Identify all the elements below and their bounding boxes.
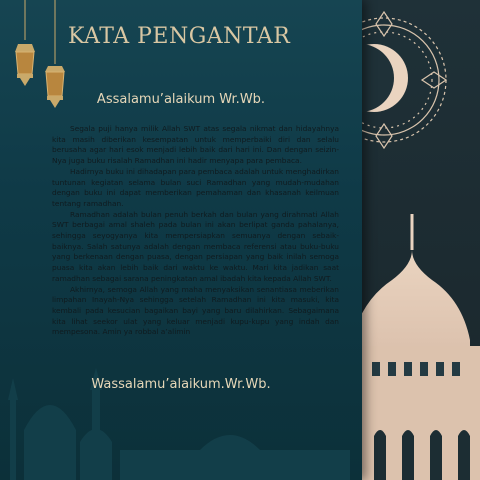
mosque-dome-icon <box>362 0 480 480</box>
paragraph: Segala puji hanya milik Allah SWT atas segala nikmat dan hidayahnya kita masih diberikan kesempatan untuk memperbaiki diri dan selalu berusaha agar hari esok menjadi lebih baik dari hari ini. Dan dengan seizin-Nya juga buku risalah Ramadhan ini hadir menyapa para pembaca. <box>52 124 339 166</box>
page-title: KATA PENGANTAR <box>68 24 291 49</box>
paragraph: Hadirnya buku ini dihadapan para pembaca adalah untuk menghadirkan tuntunan kegiatan selama bulan suci Ramadhan yang mudah-mudahan dengan buku ini dapat memberikan pemahaman dan khasanah keilmuan tentang ramadhan. <box>52 166 339 208</box>
paragraph: Akhirnya, semoga Allah yang maha menyaksikan senantiasa meberikan limpahan Inayah-Nya sehingga setelah Ramadhan ini kita masuki, kita kembali pada kesucian bagaikan bayi yang baru dilahirkan. Sebagaimana kita lihat seekor ulat yang keluar menjadi kupu-kupu yang indah dan mempesona. Amin ya robbal a’alimin <box>52 284 339 337</box>
closing-greeting: Wassalamu’alaikum.Wr.Wb. <box>91 377 271 392</box>
foreword-body <box>52 124 339 338</box>
right-decor-panel <box>362 0 480 480</box>
hanging-lantern-icon <box>8 0 42 90</box>
paragraph: Ramadhan adalah bulan penuh berkah dan bulan yang dirahmati Allah SWT berbagai amal shaleh pada bulan ini akan berlipat ganda pahalanya, sehingga seyogyanya kita mempersiapkan semuanya dengan sebaik-baiknya. Salah satunya adalah dengan membaca referensi atau buku-buku yang berkenaan dengan puasa, dengan persiapan yang baik inilah semoga puasa kita akan lebih baik dari waktu ke waktu. Mari kita jadikan saat ramadhan sebagai sarana peningkatan amal ibadah kita kepada Allah SWT. <box>52 209 339 283</box>
opening-greeting: Assalamu’alaikum Wr.Wb. <box>96 92 266 107</box>
